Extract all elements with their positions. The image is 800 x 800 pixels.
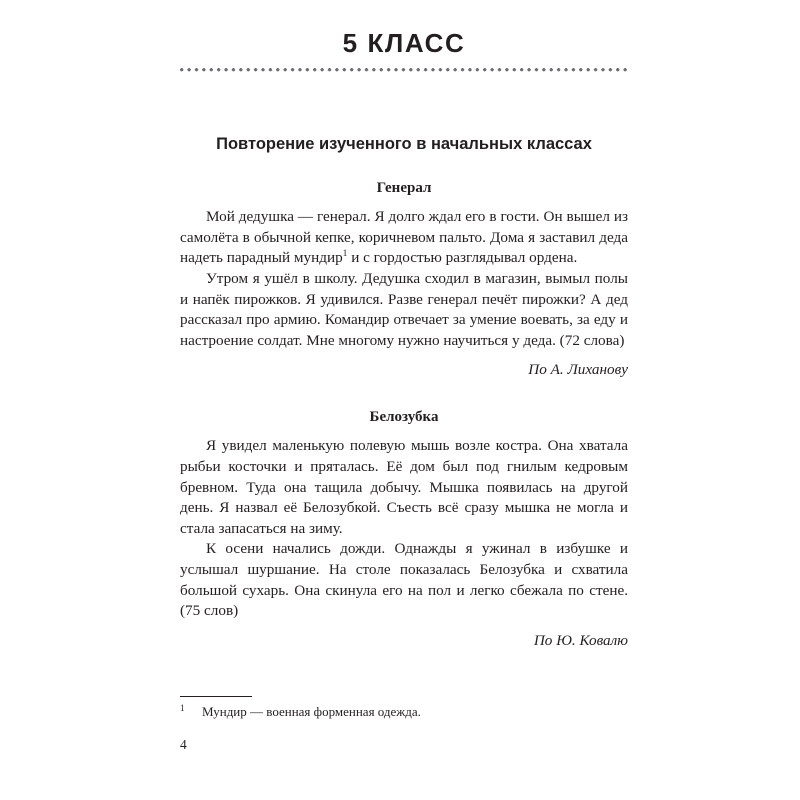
story-general [180, 179, 628, 381]
paragraph-text-before-footnote: Мой дедушка — генерал. Я долго ждал его в гости. Он вышел из самолёта в обычной кепке, коричневом пальто. Дома я заставил деда надеть парадный мундир [180, 208, 628, 267]
text-column [180, 134, 628, 651]
story-attribution: По А. Лиханову [528, 361, 628, 379]
paragraph-text-after-footnote: и с гордостью разглядывал ордена. [347, 249, 578, 267]
story-belozubka [180, 408, 628, 651]
story-paragraph: Я увидел маленькую полевую мышь возле костра. Она хватала рыбьи косточки и пряталась. Её дом был под гнилым кедровым бревном. Туда она тащила добычу. Мышка появилась на другой день. Я назвал её Белозубкой. Съесть всё сразу мышка не могла и стала запасаться на зиму. [180, 437, 628, 537]
story-attribution: По Ю. Ковалю [533, 631, 628, 649]
footnote-separator-rule [180, 696, 252, 697]
story-paragraph: К осени начались дожди. Однажды я ужинал в избушке и услышал шуршание. На столе показалась Белозубка и схватила большой сухарь. Она скинула его на пол и легко сбежала по стене. (75 слов) [180, 540, 628, 620]
story-paragraph [180, 207, 628, 269]
page-number: 4 [180, 737, 187, 752]
footnote-reference[interactable]: 1 [342, 249, 348, 260]
footnote-text: Мундир — военная форменная одежда. [202, 704, 421, 719]
footnote-area [180, 696, 628, 720]
section-heading: Повторение изученного в начальных классах [216, 135, 592, 153]
chapter-header [180, 28, 628, 72]
story-title: Белозубка [369, 408, 439, 425]
dotted-divider [180, 68, 628, 72]
story-paragraph: Утром я ушёл в школу. Дедушка сходил в магазин, вымыл полы и напёк пирожков. Я удивился. Разве генерал печёт пирожки? А дед рассказал про армию. Командир отвечает за умение воевать, за еду и настроение солдат. Мне многому нужно научиться у деда. (72 слова) [180, 269, 628, 349]
footnote [180, 703, 628, 720]
chapter-title: 5 КЛАСС [342, 28, 466, 58]
footnote-marker: 1 [180, 703, 185, 713]
story-title: Генерал [376, 179, 432, 196]
